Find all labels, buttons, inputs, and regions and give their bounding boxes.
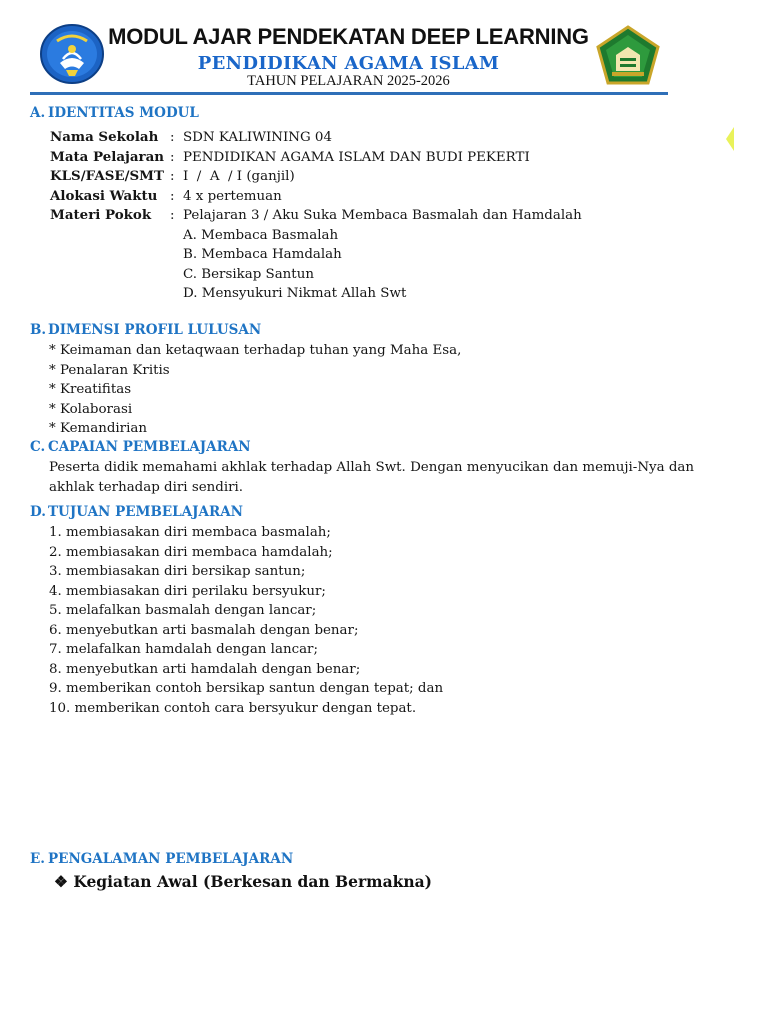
identity-value: C. Bersikap Santun: [183, 266, 314, 282]
identity-row: [50, 128, 582, 148]
identity-separator: [170, 284, 183, 304]
identity-value: B. Membaca Hamdalah: [183, 247, 342, 262]
identity-separator: :: [170, 208, 175, 223]
list-item: 6. menyebutkan arti basmalah dengan benar;: [49, 622, 359, 638]
section-c-letter: C.: [30, 439, 46, 455]
identity-value: D. Mensyukuri Nikmat Allah Swt: [183, 286, 407, 301]
diamond-bullet-icon: ❖: [54, 872, 68, 891]
section-c-title: CAPAIAN PEMBELAJARAN: [48, 439, 251, 455]
opening-activity-label: Kegiatan Awal (Berkesan dan Bermakna): [73, 872, 433, 891]
list-item: 2. membiasakan diri membaca hamdalah;: [49, 544, 333, 560]
identity-row: [50, 284, 582, 304]
identity-separator: :: [170, 188, 175, 204]
identity-label: KLS/FASE/SMT: [50, 168, 164, 184]
identity-table: [50, 128, 582, 304]
paragraph-line: akhlak terhadap diri sendiri.: [49, 479, 244, 495]
list-item: 8. menyebutkan arti hamdalah dengan benar;: [49, 661, 361, 677]
list-item: 4. membiasakan diri perilaku bersyukur;: [49, 583, 326, 599]
header-divider: [30, 92, 668, 95]
identity-row: [50, 245, 582, 265]
list-item: * Kemandirian: [49, 421, 147, 436]
learning-objectives-list: [49, 523, 443, 718]
academic-year: TAHUN PELAJARAN 2025-2026: [247, 73, 450, 89]
paragraph-line: Peserta didik memahami akhlak terhadap Allah Swt. Dengan menyucikan dan memuji-Nya dan: [49, 460, 695, 475]
identity-label: Alokasi Waktu: [50, 187, 158, 204]
list-item: 10. memberikan contoh cara bersyukur dengan tepat.: [49, 700, 417, 716]
identity-value: SDN KALIWINING 04: [183, 130, 332, 145]
identity-row: [50, 148, 582, 168]
identity-value: A. Membaca Basmalah: [183, 227, 339, 243]
section-d-title: TUJUAN PEMBELAJARAN: [48, 504, 244, 520]
identity-row: [50, 187, 582, 207]
identity-separator: [170, 265, 183, 285]
list-item: 3. membiasakan diri bersikap santun;: [49, 564, 306, 579]
kementerian-agama-logo: [594, 25, 662, 87]
list-item: * Keimaman dan ketaqwaan terhadap tuhan yang Maha Esa,: [49, 343, 462, 358]
section-d-heading: [30, 504, 243, 520]
identity-separator: [170, 226, 183, 246]
identity-separator: :: [170, 169, 175, 184]
identity-value: Pelajaran 3 / Aku Suka Membaca Basmalah dan Hamdalah: [183, 208, 582, 223]
identity-separator: :: [170, 130, 175, 145]
identity-label: Nama Sekolah: [50, 129, 159, 145]
identity-label: [50, 226, 170, 246]
list-item: 7. melafalkan hamdalah dengan lancar;: [49, 642, 318, 657]
list-item: * Kolaborasi: [49, 401, 133, 417]
learning-outcome-text: [49, 458, 694, 497]
identity-value: I / A / I (ganjil): [183, 169, 295, 184]
section-a-letter: A.: [30, 105, 46, 121]
identity-label: [50, 265, 170, 285]
identity-value: PENDIDIKAN AGAMA ISLAM DAN BUDI PEKERTI: [183, 149, 530, 165]
section-b-heading: [30, 322, 261, 338]
identity-value: 4 x pertemuan: [183, 188, 282, 204]
identity-row: [50, 167, 582, 187]
identity-label: Mata Pelajaran: [50, 148, 165, 165]
list-item: 1. membiasakan diri membaca basmalah;: [49, 525, 331, 540]
identity-row: [50, 206, 582, 226]
list-item: 5. melafalkan basmalah dengan lancar;: [49, 603, 317, 618]
section-e-heading: [30, 851, 293, 867]
list-item: 9. memberikan contoh bersikap santun dengan tepat; dan: [49, 681, 444, 696]
identity-row: [50, 265, 582, 285]
section-c-heading: [30, 439, 251, 455]
section-b-title: DIMENSI PROFIL LULUSAN: [48, 322, 262, 338]
page-edge-marker: [726, 127, 734, 151]
identity-label: [50, 284, 170, 304]
profile-dimensions-list: [49, 341, 461, 439]
list-item: * Penalaran Kritis: [49, 362, 170, 378]
module-title: MODUL AJAR PENDEKATAN DEEP LEARNING: [108, 24, 589, 49]
identity-separator: [170, 245, 183, 265]
section-b-letter: B.: [30, 322, 47, 338]
identity-row: [50, 226, 582, 246]
list-item: * Kreatifitas: [49, 382, 132, 397]
section-e-letter: E.: [30, 851, 45, 867]
identity-label: [50, 245, 170, 265]
identity-label: Materi Pokok: [50, 207, 152, 223]
tut-wuri-handayani-logo: [39, 23, 105, 85]
section-e-title: PENGALAMAN PEMBELAJARAN: [48, 851, 294, 867]
section-a-title: IDENTITAS MODUL: [48, 105, 199, 121]
section-d-letter: D.: [30, 504, 46, 520]
section-a-heading: [30, 105, 199, 121]
opening-activity-heading: [54, 872, 432, 891]
identity-separator: :: [170, 149, 175, 165]
subject-title: PENDIDIKAN AGAMA ISLAM: [197, 53, 500, 74]
